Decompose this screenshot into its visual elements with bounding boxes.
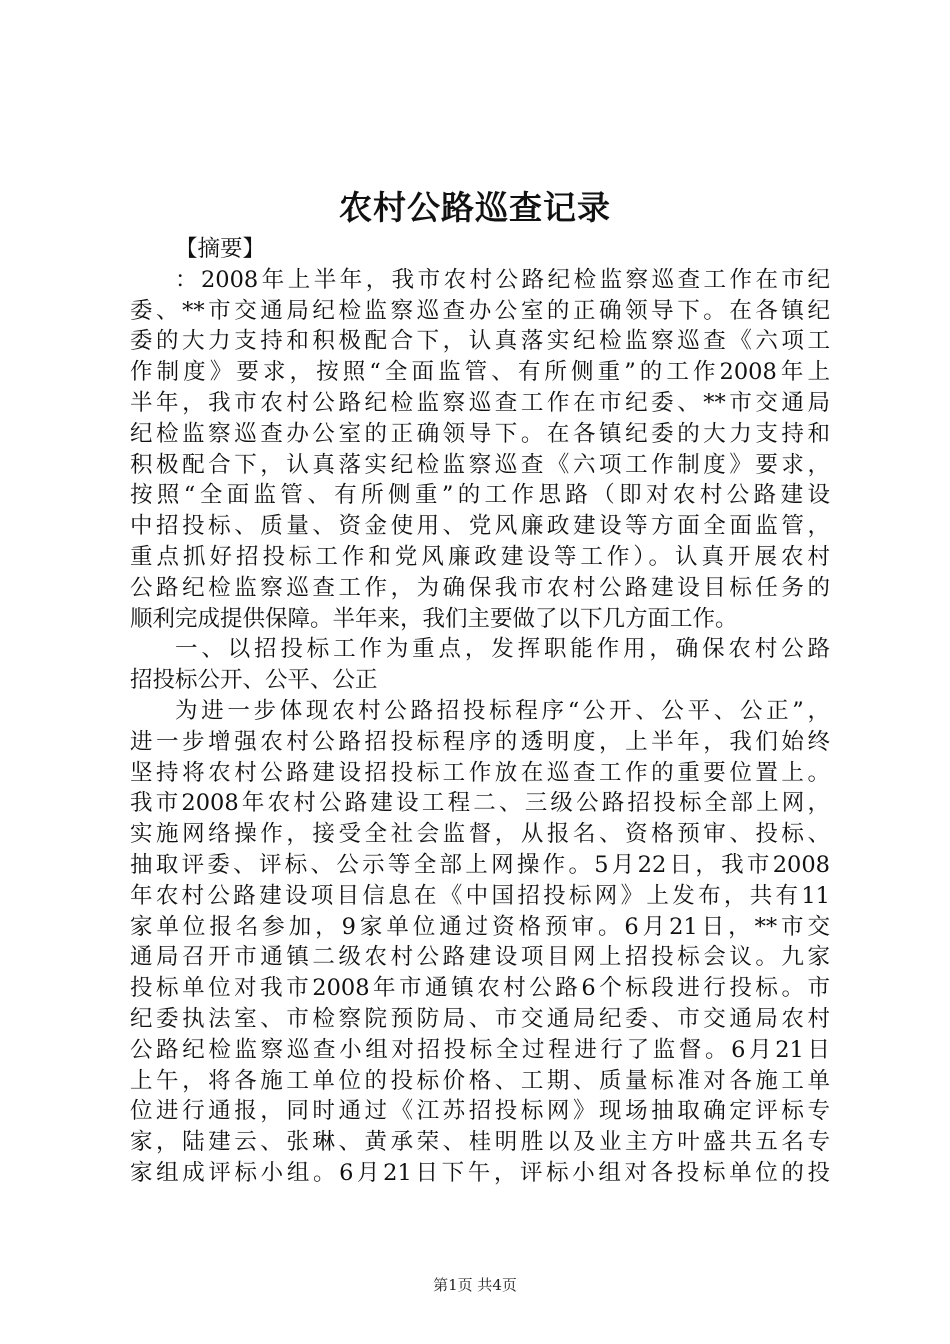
text-line: 纪委执法室、市检察院预防局、市交通局纪委、市交通局农村: [130, 1005, 830, 1032]
text-line: 家组成评标小组。6月21日下午，评标小组对各投标单位的投: [130, 1159, 830, 1186]
text-line: 投标单位对我市2008年市通镇农村公路6个标段进行投标。市: [130, 975, 830, 1002]
text-line: 位进行通报，同时通过《江苏招投标网》现场抽取确定评标专: [130, 1098, 830, 1125]
text-line: 按照“全面监管、有所侧重”的工作思路（即对农村公路建设: [130, 482, 830, 509]
text-line: 作制度》要求，按照“全面监管、有所侧重”的工作2008年上: [130, 359, 830, 386]
text-line: 坚持将农村公路建设招投标工作放在巡查工作的重要位置上。: [130, 759, 830, 786]
text-line: 抽取评委、评标、公示等全部上网操作。5月22日，我市2008: [130, 851, 830, 878]
text-line: 纪检监察巡查办公室的正确领导下。在各镇纪委的大力支持和: [130, 420, 830, 447]
page-footer: 第1页 共4页: [433, 1276, 517, 1294]
text-line: 委、**市交通局纪检监察巡查办公室的正确领导下。在各镇纪: [130, 297, 830, 324]
document-body: [130, 234, 830, 1189]
document-title: 农村公路巡查记录: [339, 188, 611, 227]
text-line: 为进一步体现农村公路招投标程序“公开、公平、公正”，: [175, 697, 830, 724]
text-line: ：2008年上半年，我市农村公路纪检监察巡查工作在市纪: [175, 266, 830, 293]
text-line: 公路纪检监察巡查工作，为确保我市农村公路建设目标任务的: [130, 574, 830, 601]
text-line: 中招投标、质量、资金使用、党风廉政建设等方面全面监管，: [130, 513, 830, 540]
text-line: 公路纪检监察巡查小组对招投标全过程进行了监督。6月21日: [130, 1036, 830, 1063]
text-line: 一、以招投标工作为重点，发挥职能作用，确保农村公路: [175, 636, 830, 663]
text-line: 通局召开市通镇二级农村公路建设项目网上招投标会议。九家: [130, 944, 830, 971]
text-line: 进一步增强农村公路招投标程序的透明度，上半年，我们始终: [130, 728, 830, 755]
text-line: 【摘要】: [175, 236, 266, 262]
text-line: 家单位报名参加，9家单位通过资格预审。6月21日，**市交: [130, 913, 830, 940]
text-line: 招投标公开、公平、公正: [130, 667, 378, 694]
text-line: 重点抓好招投标工作和党风廉政建设等工作）。认真开展农村: [130, 543, 830, 570]
text-line: 上午，将各施工单位的投标价格、工期、质量标准对各施工单: [130, 1067, 830, 1094]
text-line: 半年，我市农村公路纪检监察巡查工作在市纪委、**市交通局: [130, 389, 830, 416]
text-line: 家，陆建云、张琳、黄承荣、桂明胜以及业主方叶盛共五名专: [130, 1129, 830, 1156]
text-line: 委的大力支持和积极配合下，认真落实纪检监察巡查《六项工: [130, 328, 830, 355]
text-line: 积极配合下，认真落实纪检监察巡查《六项工作制度》要求，: [130, 451, 830, 478]
text-line: 年农村公路建设项目信息在《中国招投标网》上发布，共有11: [130, 882, 830, 909]
text-line: 实施网络操作，接受全社会监督，从报名、资格预审、投标、: [130, 821, 830, 848]
text-line: 我市2008年农村公路建设工程二、三级公路招投标全部上网，: [130, 790, 830, 817]
text-line: 顺利完成提供保障。半年来，我们主要做了以下几方面工作。: [130, 605, 738, 632]
